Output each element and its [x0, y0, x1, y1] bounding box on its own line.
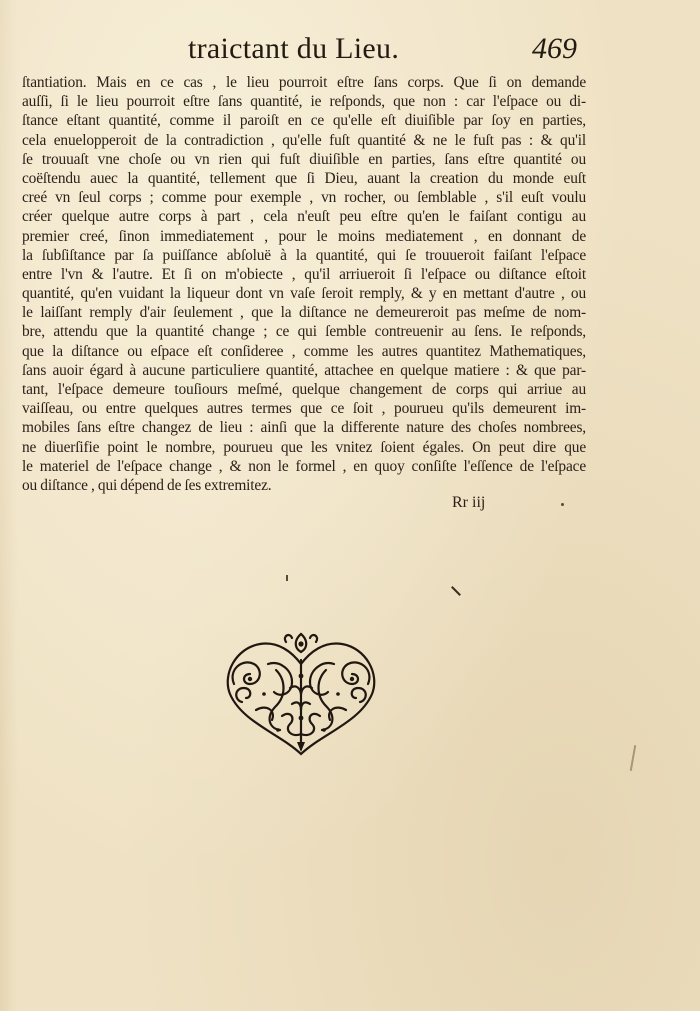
text-line: cela enuelopperoit de la contradiction , qu'elle fuſt quantité & ne le fuſt pas : & qu'il: [22, 131, 586, 149]
body-text: [22, 73, 586, 495]
text-line: entre l'vn & l'autre. Et ſi on m'obiecte , qu'il arriueroit ſi l'eſpace ou diſtance eſtoit: [22, 265, 586, 283]
text-line-last: ou diſtance , qui dépend de ſes extremitez.: [22, 476, 272, 494]
running-head: traictant du Lieu.: [188, 32, 400, 65]
text-line: vaiſſeau, ou entre quelques autres termes que ce ſoit , pourueu qu'ils demeurent im-: [22, 400, 586, 418]
text-line: coëſtendu auec la quantité, tellement que ſi Dieu, auant la creation du monde euſt: [22, 169, 586, 187]
text-line: ſtance eſtant quantité, comme il paroiſt en ce qu'elle eſt diuiſible par ſoy en parties,: [22, 112, 586, 130]
text-line: auſſi, ſi le lieu pourroit eſtre ſans quantité, ie reſponds, que non : car l'eſpace ou di-: [22, 93, 586, 111]
ink-speck: [286, 575, 288, 581]
text-line: tant, l'eſpace demeure touſiours meſmé, quelque changement de corps qui arriue au: [22, 381, 586, 398]
text-line: quantité, qu'en vuidant la liqueur dont vn vaſe ſeroit remply, & y en mettant d'autre , ou: [22, 285, 586, 303]
text-line: premier creé, ſinon immediatement , pour le moins mediatement , en donnant de: [22, 227, 586, 245]
text-line: mobiles ſans eſtre changez de lieu : ainſi que la differente nature des choſes nombrees,: [22, 419, 586, 437]
text-line: ſe trouuaſt vne choſe ou vn rien qui fuſt diuiſible en parties, ſans eſtre quantité ou: [22, 150, 586, 168]
text-line: ſtantiation. Mais en ce cas , le lieu pourroit eſtre ſans corps. Que ſi on demande: [22, 74, 586, 91]
ink-speck: [561, 503, 564, 506]
page-number: 469: [532, 32, 577, 65]
text-line: le materiel de l'eſpace change , & non le formel , en quoy conſiſte l'eſſence de l'eſpace: [22, 457, 586, 475]
text-line: creé vn ſeul corps ; comme pour exemple , vn rocher, ou ſemblable , s'il euſt voulu: [22, 189, 586, 207]
page-header: [0, 30, 700, 70]
text-line: ne diuerſifie point le nombre, pourueu que les vnitez ſoient égales. On peut dire que: [22, 438, 586, 456]
text-line: que la diſtance ou eſpace eſt conſideree , comme les autres quantitez Mathematiques,: [22, 342, 586, 360]
text-line: ſans auoir égard à aucune particuliere quantité, attachee en quelque matiere : & que par-: [22, 361, 586, 379]
text-line: créer quelque autre corps à part , cela n'euſt peu eſtre qu'en le faiſant contigu au: [22, 208, 586, 226]
text-line: bre, attendu que la quantité change ; ce qui ſemble contreuenir au ſens. Ie reſponds,: [22, 323, 586, 341]
text-line: la ſubſiſtance par ſa puiſſance abſoluë à la quantité, qui ſe trouueroit faiſant l'eſpace: [22, 246, 586, 264]
paper-blemish: [630, 745, 636, 771]
fleuron-ornament-icon: [220, 630, 382, 758]
text-line: le laiſſant remply d'air ſeulement , que la diſtance ne demeureroit pas meſme de nom-: [22, 304, 586, 322]
signature-mark: Rr iij: [452, 494, 486, 511]
ink-stroke: [451, 586, 461, 596]
